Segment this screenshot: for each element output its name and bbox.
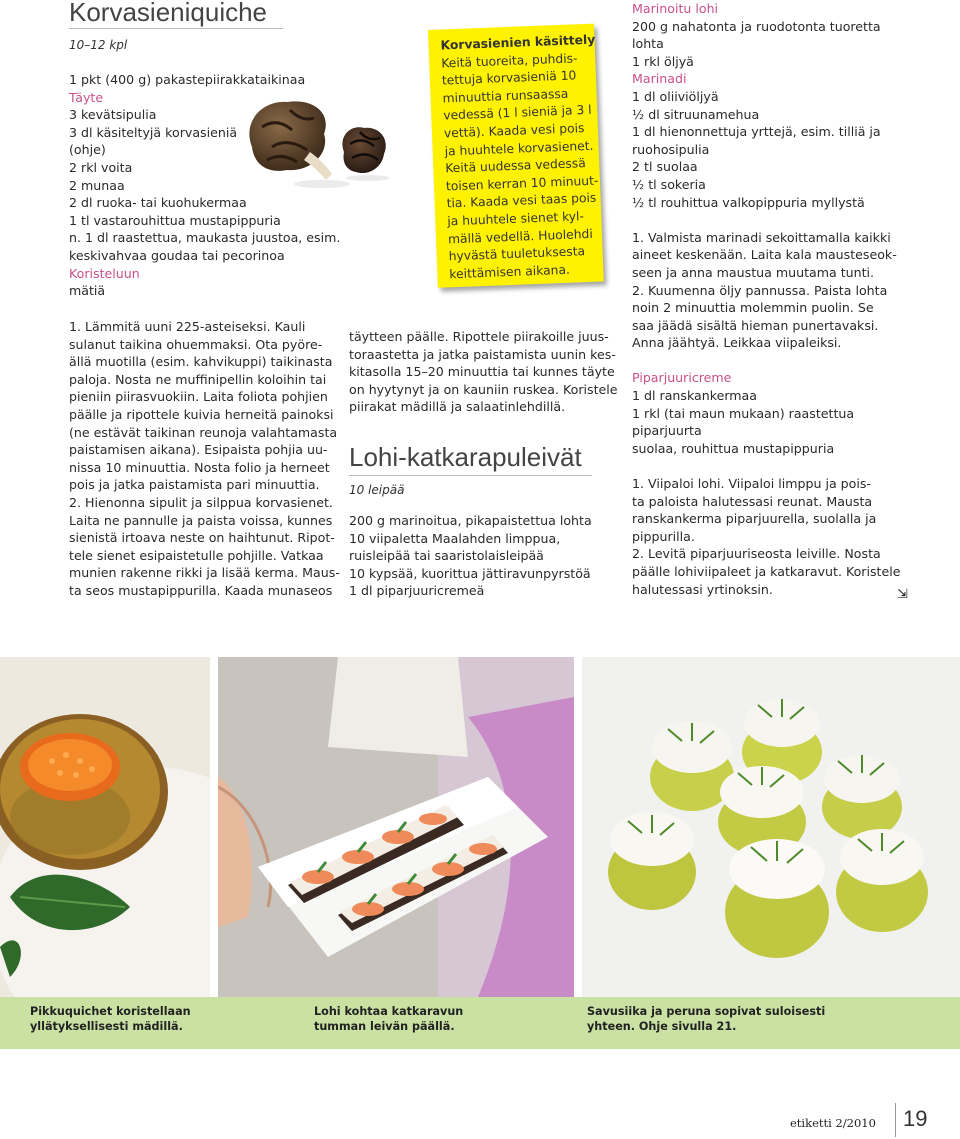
caption-line: Pikkuquichet koristellaan xyxy=(30,1005,191,1018)
quiche-photo-caption xyxy=(30,1004,191,1034)
note-line: minuuttia runsaassa xyxy=(442,86,569,106)
recipe-line: pippurilla. xyxy=(632,528,695,544)
recipe-line: halutessasi yrtinoksin. xyxy=(632,581,773,597)
recipe-line: ½ dl sitruunamehua xyxy=(632,106,760,122)
note-line: Keitä uudessa vedessä xyxy=(445,156,586,176)
ingredient-line: 1 pkt (400 g) pakastepiirakkataikinaa xyxy=(69,72,306,87)
note-line: Keitä tuoreita, puhdis- xyxy=(441,50,578,71)
method-line: täytteen päälle. Ripottele piirakoille juus- xyxy=(349,329,609,344)
recipe-line: 2 tl suolaa xyxy=(632,159,698,175)
recipe-line: Marinadi xyxy=(632,71,687,87)
method-line: sulanut taikina ohuemmaksi. Ota pyöre- xyxy=(69,336,323,352)
recipe-line: ranskankerma piparjuurella, suolalla ja xyxy=(632,511,877,527)
method-line: munien rakenne rikki ja lisää kerma. Maus- xyxy=(69,565,340,581)
note-line: keittämisen aikana. xyxy=(449,262,571,282)
recipe-line: ½ tl rouhittua valkopippuria myllystä xyxy=(632,194,865,210)
continue-arrow-icon: ⇲ xyxy=(897,587,908,602)
method-line: toraastetta ja jatka paistamista uunin kes- xyxy=(349,346,616,362)
quiche-steps xyxy=(69,318,340,600)
recipe-line: ruohosipulia xyxy=(632,141,710,157)
method-line: paloja. Nosta ne muffinipellin koloihin tai xyxy=(69,371,327,387)
ingredient-line: (ohje) xyxy=(69,142,106,158)
method-line: 1. Lämmitä uuni 225-asteiseksi. Kauli xyxy=(69,319,306,334)
recipe-line: lohta xyxy=(632,36,664,52)
note-line: mällä vedellä. Huolehdi xyxy=(447,226,593,246)
recipe-line: ta paloista halutessasi reunat. Mausta xyxy=(632,493,873,509)
ingredient-line: 1 dl piparjuuricremeä xyxy=(349,583,485,599)
method-line: nissa 10 minuuttia. Nosta folio ja herneet xyxy=(69,459,330,475)
note-line: ja huuhtele korvasienet. xyxy=(444,138,594,159)
method-line: on hyytynyt ja on kauniin ruskea. Koristele xyxy=(349,381,618,397)
ingredient-line: Täyte xyxy=(69,89,104,105)
recipe-line: 1 dl ranskankermaa xyxy=(632,388,757,404)
note-title: Korvasienien käsittely xyxy=(440,32,596,53)
magazine-name: etiketti 2/2010 xyxy=(790,1116,876,1130)
recipe-line: noin 2 minuuttia molemmin puolin. Se xyxy=(632,300,874,316)
caption-line: yllätyksellisesti mädillä. xyxy=(30,1020,183,1033)
caption-line: Savusiika ja peruna sopivat suloisesti xyxy=(587,1005,826,1018)
recipe-line: seen ja anna maustua muutama tunti. xyxy=(632,264,875,280)
quiche-yield: 10–12 kpl xyxy=(69,38,128,52)
recipe-line: Anna jäähtyä. Leikkaa viipaleiksi. xyxy=(632,335,842,351)
recipe-line: 1 rkl öljyä xyxy=(632,53,694,69)
ingredient-line: 1 tl vastarouhittua mustapippuria xyxy=(69,212,281,228)
ingredient-line: ruisleipää tai saaristolaisleipää xyxy=(349,548,544,564)
recipe-line xyxy=(632,352,900,370)
recipe-line: 200 g nahatonta ja ruodotonta tuoretta xyxy=(632,18,881,34)
recipe-line: Piparjuuricreme xyxy=(632,370,732,386)
ingredient-line: n. 1 dl raastettua, maukasta juustoa, esim. xyxy=(69,230,341,246)
method-line: piirakat mädillä ja salaatinlehdillä. xyxy=(349,399,566,415)
note-line: tia. Kaada vesi taas pois xyxy=(446,191,597,211)
method-line: kitasolla 15–20 minuuttia tai kunnes täyte xyxy=(349,364,615,380)
ingredient-line: 2 munaa xyxy=(69,177,125,193)
photo-strip xyxy=(0,657,960,997)
ingredient-line: 2 dl ruoka- tai kuohukermaa xyxy=(69,195,247,211)
lohi-yield: 10 leipää xyxy=(349,483,405,497)
ingredient-line: mätiä xyxy=(69,283,106,299)
note-line: ja huuhtele sienet kyl- xyxy=(447,209,585,229)
recipe-line: piparjuurta xyxy=(632,423,702,439)
recipe-line: 1. Valmista marinadi sekoittamalla kaikki xyxy=(632,229,891,245)
ingredient-line: 200 g marinoitua, pikapaistettua lohta xyxy=(349,513,592,528)
potato-photo-caption xyxy=(587,1004,825,1034)
method-line: pieniin piirasvuokiin. Laita foliota pohjien xyxy=(69,389,328,405)
note-line: vettä). Kaada vesi pois xyxy=(443,121,585,141)
caption-line: tumman leivän päällä. xyxy=(314,1020,455,1033)
lohi-ingredients xyxy=(349,512,592,600)
method-line: pois ja jatka paistamista pari minuuttia. xyxy=(69,477,320,493)
sandwich-photo-caption xyxy=(314,1004,463,1034)
method-line: (ne estävät taikinan reunoja valahtamasta xyxy=(69,424,338,440)
recipe-line: 1 dl hienonnettuja yrttejä, esim. tilliä ja xyxy=(632,124,881,140)
recipe-line xyxy=(632,211,900,229)
caption-line: yhteen. Ohje sivulla 21. xyxy=(587,1020,737,1033)
recipe-line: 2. Kuumenna öljy pannussa. Paista lohta xyxy=(632,282,888,298)
quiche-photo xyxy=(0,657,210,997)
recipe-line: suolaa, rouhittua mustapippuria xyxy=(632,440,835,456)
recipe-line: päälle lohiviipaleet ja katkaravut. Koristele xyxy=(632,564,901,579)
lohi-title: Lohi-katkarapuleivät xyxy=(349,442,592,476)
lohi-method-column xyxy=(632,0,900,598)
method-line: päälle ja ripottele kuivia herneitä painoksi xyxy=(69,406,334,422)
quiche-steps-continued xyxy=(349,328,618,416)
recipe-line: 2. Levitä piparjuuriseosta leiville. Nosta xyxy=(632,546,881,562)
method-line: ta seos mustapippurilla. Kaada munaseos xyxy=(69,582,333,598)
recipe-line: Marinoitu lohi xyxy=(632,1,719,16)
page-number: 19 xyxy=(903,1106,928,1131)
recipe-line: 1. Viipaloi lohi. Viipaloi limppu ja pois- xyxy=(632,476,871,492)
method-line: Laita ne pannulle ja paista voissa, kunnes xyxy=(69,512,333,528)
recipe-line: 1 rkl (tai maun mukaan) raastettua xyxy=(632,405,855,421)
recipe-line xyxy=(632,457,900,475)
ingredient-line: 3 dl käsiteltyjä korvasieniä xyxy=(69,124,238,140)
note-line: toisen kerran 10 minuut- xyxy=(445,173,599,194)
recipe-line: aineet keskenään. Laita kala mausteseok- xyxy=(632,247,897,263)
note-line: tettuja korvasieniä 10 xyxy=(441,68,577,88)
recipe-line: saa jäädä sisältä hieman punertavaksi. xyxy=(632,317,879,333)
quiche-title: Korvasieniquiche xyxy=(69,0,283,29)
note-line: vedessä (1 l sieniä ja 3 l xyxy=(443,103,592,123)
ingredient-line: keskivahvaa goudaa tai pecorinoa xyxy=(69,247,285,263)
ingredient-line: 3 kevätsipulia xyxy=(69,107,157,123)
potato-photo xyxy=(582,657,960,997)
recipe-line: ½ tl sokeria xyxy=(632,176,706,192)
sandwich-photo xyxy=(218,657,574,997)
footer-divider xyxy=(895,1103,896,1137)
note-line: hyvästä tuuletuksesta xyxy=(448,244,586,264)
morel-handling-note xyxy=(428,24,604,288)
morel-mushrooms-image xyxy=(232,92,412,192)
recipe-line: 1 dl oliiviöljyä xyxy=(632,88,719,104)
method-line: sienistä irtoava neste on haihtunut. Ripot- xyxy=(69,530,335,546)
method-line: 2. Hienonna sipulit ja silppua korvasienet. xyxy=(69,494,333,510)
ingredient-line: Koristeluun xyxy=(69,265,140,281)
method-line: ällä muotilla (esim. kahvikuppi) taikinasta xyxy=(69,354,333,370)
ingredient-line: 2 rkl voita xyxy=(69,159,133,175)
ingredient-line: 10 kypsää, kuorittua jättiravunpyrstöä xyxy=(349,565,591,581)
caption-line: Lohi kohtaa katkaravun xyxy=(314,1005,464,1018)
method-line: tele sienet esipaistetulle pohjille. Vatkaa xyxy=(69,547,324,563)
ingredient-line: 10 viipaletta Maalahden limppua, xyxy=(349,530,561,546)
method-line: paistamisen aikana). Esipaista pohjia uu- xyxy=(69,442,328,458)
